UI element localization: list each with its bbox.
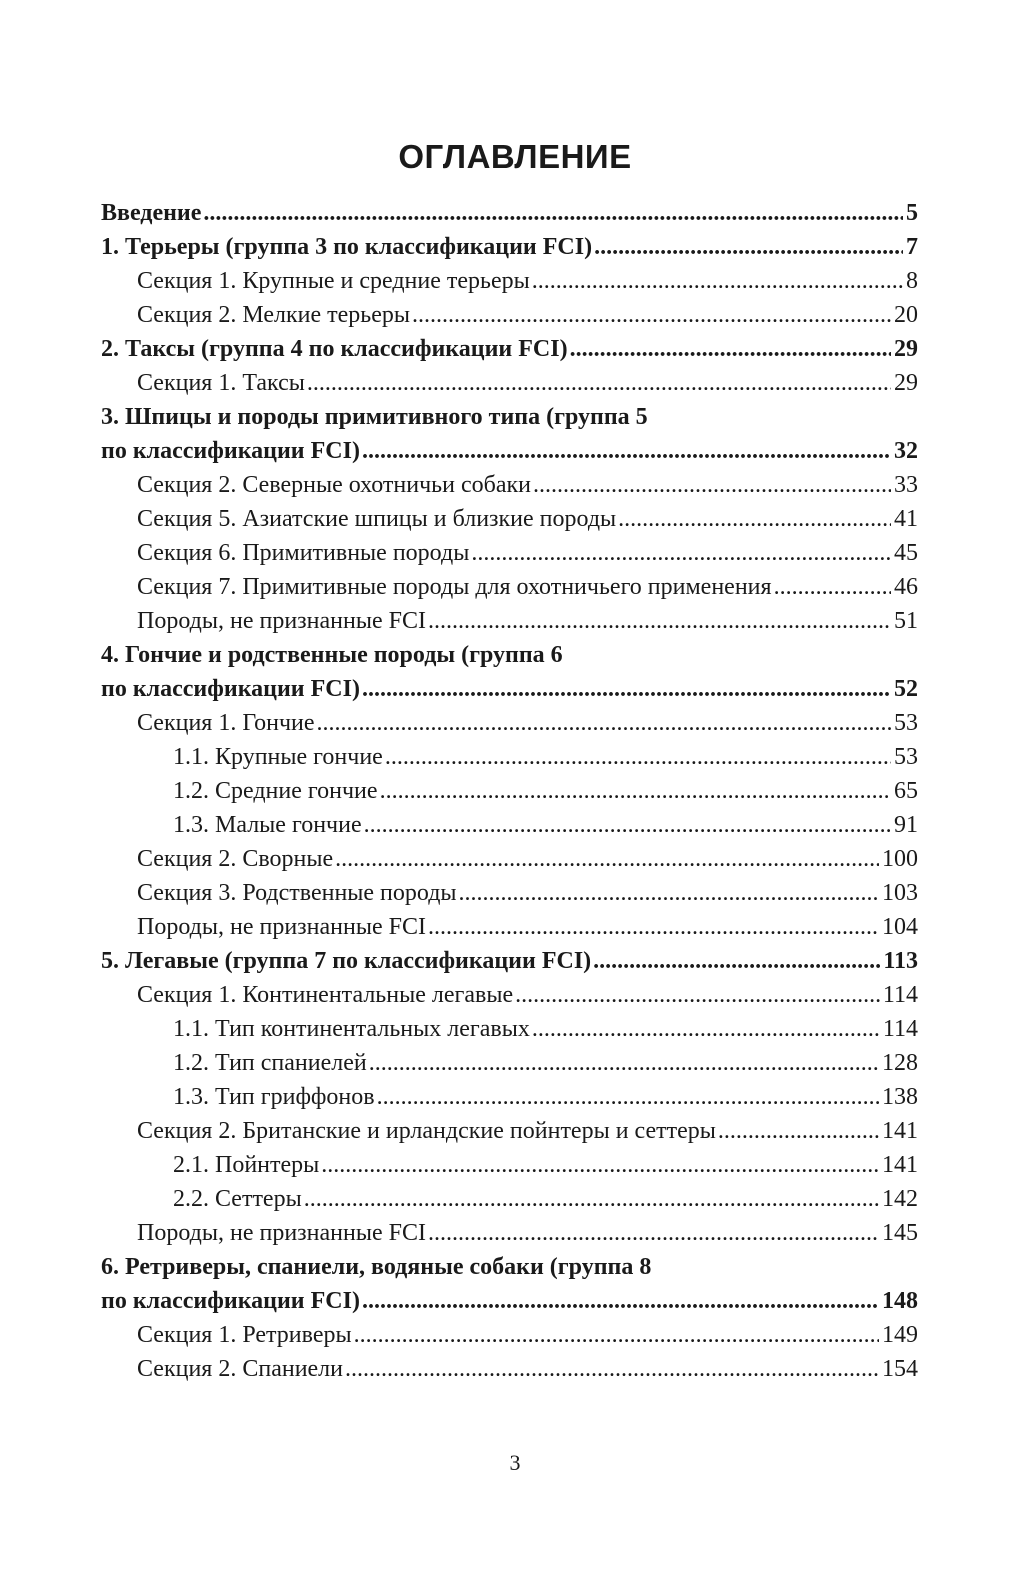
toc-entry xyxy=(101,502,918,536)
toc-entry-page: 145 xyxy=(882,1220,918,1246)
toc-entry xyxy=(101,876,918,910)
toc-entry xyxy=(101,672,918,706)
dot-leader xyxy=(428,1216,879,1250)
toc-entry xyxy=(101,366,918,400)
toc-entry xyxy=(101,740,918,774)
toc-entry-page: 46 xyxy=(894,574,918,600)
toc-entry-page: 29 xyxy=(894,370,918,396)
toc-entry-label: Секция 5. Азиатские шпицы и близкие породы xyxy=(137,506,617,532)
dot-leader xyxy=(369,1046,879,1080)
toc-entry-label: 4. Гончие и родственные породы (группа 6 xyxy=(101,642,563,668)
dot-leader xyxy=(532,264,903,298)
toc-entry-page: 32 xyxy=(894,438,918,464)
dot-leader xyxy=(362,1284,879,1318)
page-title: ОГЛАВЛЕНИЕ xyxy=(398,138,632,175)
toc-entry xyxy=(101,434,918,468)
toc-entry-label: Породы, не признанные FCI xyxy=(137,608,426,634)
toc-entry-label: 3. Шпицы и породы примитивного типа (группа 5 xyxy=(101,404,648,430)
toc-entry-page: 20 xyxy=(894,302,918,328)
toc-entry-label: Секция 1. Континентальные легавые xyxy=(137,982,514,1008)
toc-entry-label: Секция 1. Крупные и средние терьеры xyxy=(137,268,530,294)
toc-entry-page: 128 xyxy=(882,1050,918,1076)
toc-entry-label: 5. Легавые (группа 7 по классификации FCI) xyxy=(101,948,592,974)
toc-entry xyxy=(101,264,918,298)
dot-leader xyxy=(317,706,891,740)
page-number: 3 xyxy=(509,1450,521,1475)
toc-entry xyxy=(101,536,918,570)
toc-entry-page: 53 xyxy=(894,744,918,770)
dot-leader xyxy=(428,910,879,944)
toc-entry-page: 51 xyxy=(894,608,918,634)
toc-entry xyxy=(101,570,918,604)
toc-entry-page: 65 xyxy=(894,778,918,804)
toc-entry-label: по классификации FCI) xyxy=(101,1288,360,1314)
toc-entry-label: Секция 2. Северные охотничьи собаки xyxy=(137,472,531,498)
toc-entry-label: Породы, не признанные FCI xyxy=(137,1220,426,1246)
toc-entry-label: Секция 2. Британские и ирландские пойнтеры и сеттеры xyxy=(137,1118,716,1144)
toc-entry-page: 154 xyxy=(882,1356,918,1382)
dot-leader xyxy=(377,1080,879,1114)
toc-entry-label: 1.2. Тип спаниелей xyxy=(173,1050,367,1076)
toc-entry-label: Секция 3. Родственные породы xyxy=(137,880,457,906)
dot-leader xyxy=(304,1182,879,1216)
toc-entry-page: 141 xyxy=(882,1118,918,1144)
toc-entry-label: 1. Терьеры (группа 3 по классификации FCI) xyxy=(101,234,593,260)
dot-leader xyxy=(362,434,891,468)
toc-entry-label: Секция 1. Таксы xyxy=(137,370,305,396)
toc-entry-label: Секция 6. Примитивные породы xyxy=(137,540,470,566)
toc-entry-label: по классификации FCI) xyxy=(101,438,360,464)
dot-leader xyxy=(594,230,903,264)
dot-leader xyxy=(362,672,891,706)
toc-entry xyxy=(101,842,918,876)
toc-entry xyxy=(101,230,918,264)
toc-entry-page: 114 xyxy=(882,1016,918,1042)
toc-entry-page: 52 xyxy=(894,676,918,702)
toc-entry-label: Секция 7. Примитивные породы для охотничьего применения xyxy=(137,574,772,600)
toc-entry xyxy=(101,604,918,638)
dot-leader xyxy=(618,502,891,536)
toc-entry-page: 41 xyxy=(894,506,918,532)
toc-entry-page: 113 xyxy=(883,948,918,974)
toc-entry-label: Секция 2. Сворные xyxy=(137,846,334,872)
toc-entry-label: 1.3. Тип гриффонов xyxy=(173,1084,375,1110)
dot-leader xyxy=(412,298,891,332)
toc-entry-label: 2. Таксы (группа 4 по классификации FCI) xyxy=(101,336,568,362)
toc-entry-page: 29 xyxy=(894,336,918,362)
dot-leader xyxy=(364,808,891,842)
toc-entry-label: 1.2. Средние гончие xyxy=(173,778,378,804)
toc-entry-page: 33 xyxy=(894,472,918,498)
table-of-contents xyxy=(101,196,918,1386)
dot-leader xyxy=(718,1114,879,1148)
toc-entry xyxy=(101,1284,918,1318)
dot-leader xyxy=(321,1148,879,1182)
toc-entry-label: Секция 2. Мелкие терьеры xyxy=(137,302,411,328)
toc-entry-heading-line xyxy=(101,638,918,672)
dot-leader xyxy=(471,536,891,570)
dot-leader xyxy=(570,332,891,366)
dot-leader xyxy=(380,774,891,808)
toc-entry-page: 100 xyxy=(882,846,918,872)
toc-entry-label: Породы, не признанные FCI xyxy=(137,914,426,940)
toc-entry xyxy=(101,910,918,944)
toc-entry-label: Секция 1. Гончие xyxy=(137,710,315,736)
dot-leader xyxy=(354,1318,879,1352)
toc-entry xyxy=(101,1216,918,1250)
toc-entry-label: 1.3. Малые гончие xyxy=(173,812,362,838)
toc-entry-label: 2.1. Пойнтеры xyxy=(173,1152,320,1178)
dot-leader xyxy=(774,570,891,604)
toc-entry xyxy=(101,1080,918,1114)
toc-entry-label: 6. Ретриверы, спаниели, водяные собаки (группа 8 xyxy=(101,1254,652,1280)
toc-entry-page: 142 xyxy=(882,1186,918,1212)
toc-entry xyxy=(101,1182,918,1216)
toc-entry-page: 8 xyxy=(906,268,918,294)
toc-entry-label: Секция 2. Спаниели xyxy=(137,1356,344,1382)
toc-entry-page: 91 xyxy=(894,812,918,838)
toc-entry-label: Введение xyxy=(101,200,202,226)
toc-entry-label: 1.1. Тип континентальных легавых xyxy=(173,1016,530,1042)
dot-leader xyxy=(385,740,891,774)
dot-leader xyxy=(345,1352,879,1386)
toc-entry xyxy=(101,706,918,740)
toc-entry-page: 114 xyxy=(882,982,918,1008)
toc-entry-page: 53 xyxy=(894,710,918,736)
toc-entry xyxy=(101,1352,918,1386)
toc-entry-page: 104 xyxy=(882,914,918,940)
toc-entry xyxy=(101,1148,918,1182)
dot-leader xyxy=(515,978,880,1012)
toc-entry xyxy=(101,468,918,502)
toc-entry-label: по классификации FCI) xyxy=(101,676,360,702)
dot-leader xyxy=(307,366,891,400)
dot-leader xyxy=(459,876,879,910)
dot-leader xyxy=(533,468,891,502)
dot-leader xyxy=(428,604,891,638)
toc-entry-page: 138 xyxy=(882,1084,918,1110)
toc-entry xyxy=(101,944,918,978)
toc-entry xyxy=(101,298,918,332)
toc-entry xyxy=(101,808,918,842)
toc-entry-label: 1.1. Крупные гончие xyxy=(173,744,383,770)
toc-entry xyxy=(101,1046,918,1080)
toc-entry-page: 103 xyxy=(882,880,918,906)
toc-entry xyxy=(101,774,918,808)
toc-entry-label: Секция 1. Ретриверы xyxy=(137,1322,352,1348)
toc-entry xyxy=(101,1012,918,1046)
toc-entry-page: 45 xyxy=(894,540,918,566)
toc-entry-label: 2.2. Сеттеры xyxy=(173,1186,302,1212)
toc-entry xyxy=(101,978,918,1012)
toc-entry-page: 149 xyxy=(882,1322,918,1348)
toc-entry-heading-line xyxy=(101,1250,918,1284)
toc-entry xyxy=(101,1114,918,1148)
toc-entry-page: 148 xyxy=(882,1288,918,1314)
dot-leader xyxy=(532,1012,880,1046)
dot-leader xyxy=(203,196,903,230)
toc-entry xyxy=(101,1318,918,1352)
toc-entry-page: 141 xyxy=(882,1152,918,1178)
toc-entry xyxy=(101,332,918,366)
toc-entry xyxy=(101,196,918,230)
toc-entry-page: 7 xyxy=(906,234,918,260)
dot-leader xyxy=(335,842,879,876)
toc-entry-heading-line xyxy=(101,400,918,434)
toc-entry-page: 5 xyxy=(906,200,918,226)
dot-leader xyxy=(593,944,880,978)
